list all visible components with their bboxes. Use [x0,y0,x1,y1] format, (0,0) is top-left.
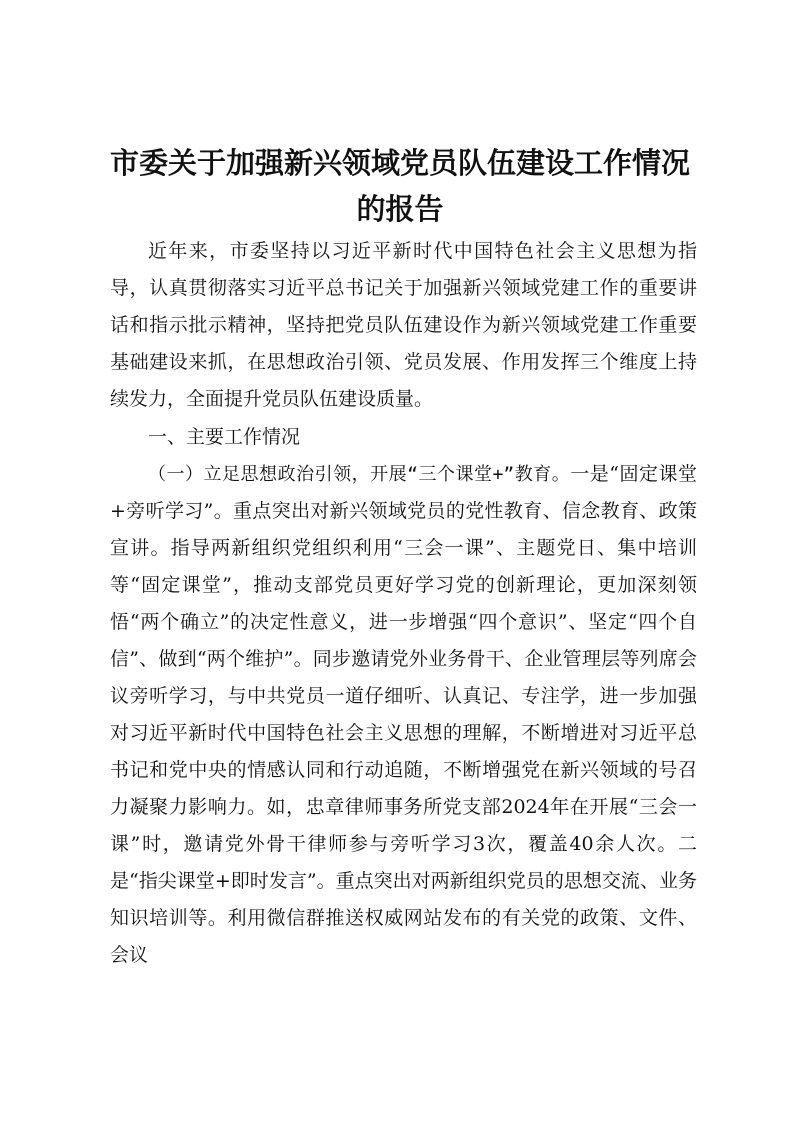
title-line-1: 市委关于加强新兴领域党员队伍建设工作情况 [109,146,690,180]
title-line-2: 的报告 [356,192,444,226]
document-body [110,233,697,974]
subsection-body-1: 一是“固定课堂+旁听学习”。重点突出对新兴领域党员的党性教育、信念教育、政策宣讲。指导两新组织党组织利用“三会一课”、主题党日、集中培训等“固定课堂”，推动支部党员更好学习党的创新理论，更加深刻领悟“两个确立”的决定性意义，进一步增强“四个意识”、坚定“四个自信”、做到“两个维护”。同步邀请党外业务骨干、企业管理层等列席会议旁听学习，与中共党员一道仔细听、认真记、专注学，进一步加强对习近平新时代中国特色社会主义思想的理解，不断增进对习近平总书记和党中央的情感认同和行动追随，不断增强党在新兴领域的号召力凝聚力影响力。如，忠章律师事务所党支部2024年在开展“三会一课”时，邀请党外骨干律师参与旁听学习3次，覆盖40余人次。二是“指尖课堂+即时发言”。重点突出对两新组织党员的思想交流、业务知识培训等。利用微信群推送权威网站发布的有关党的政策、文件、会议 [110,463,698,966]
subsection-heading-1: （一）立足思想政治引领，开展“三个课堂+”教育。 [148,464,571,485]
section-heading-1: 一、主要工作情况 [148,426,301,448]
subsection-paragraph-1 [110,456,697,974]
document-title [100,140,700,232]
intro-paragraph: 近年来，市委坚持以习近平新时代中国特色社会主义思想为指导，认真贯彻落实习近平总书记关于加强新兴领域党建工作的重要讲话和指示批示精神，坚持把党员队伍建设作为新兴领域党建工作重要基础建设来抓，在思想政治引领、党员发展、作用发挥三个维度上持续发力，全面提升党员队伍建设质量。 [110,240,697,410]
